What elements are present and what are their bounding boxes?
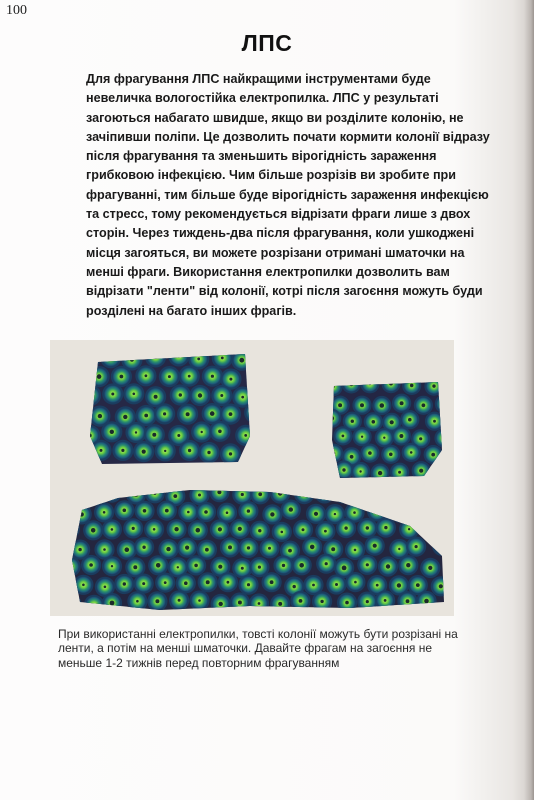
polyp-mouth — [398, 471, 401, 474]
polyp-mouth — [186, 412, 190, 416]
polyp-mouth — [177, 566, 179, 568]
polyp-mouth — [390, 420, 394, 424]
polyp-mouth — [218, 527, 222, 531]
polyp-mouth — [258, 529, 261, 532]
polyp-mouth — [228, 545, 232, 549]
polyp-mouth — [422, 403, 426, 407]
polyp-mouth — [164, 450, 166, 452]
polyp-mouth — [198, 494, 201, 497]
polyp-mouth — [258, 602, 261, 605]
polyp-mouth — [433, 420, 436, 423]
polyp-mouth — [227, 581, 230, 584]
polyp-mouth — [342, 468, 345, 471]
polyp-mouth — [247, 509, 250, 512]
polyp-mouth — [142, 546, 145, 549]
polyp-mouth — [103, 548, 106, 551]
polyp-mouth — [366, 526, 369, 529]
polyp-mouth — [221, 357, 224, 360]
polyp-mouth — [110, 430, 114, 434]
polyp-mouth — [302, 528, 305, 531]
polyp-mouth — [121, 449, 124, 452]
photo-caption: При використанні електропилки, товсті колонії можуть бути розрізані на ленти, а потім на менші шматочки. Давайте фрагам на загоєння не меньше 1-2 тижнів перед повторним фрагуванням — [58, 627, 458, 670]
polyp-mouth — [368, 451, 372, 455]
polyp-mouth — [268, 547, 271, 550]
polyp-mouth — [406, 563, 410, 567]
polyp-mouth — [197, 358, 200, 361]
polyp-mouth — [143, 509, 147, 513]
polyp-mouth — [226, 511, 229, 514]
polyp-mouth — [198, 393, 202, 397]
polyp-mouth — [110, 601, 115, 606]
polyp-mouth — [398, 548, 400, 550]
polyp-mouth — [142, 450, 146, 454]
page-number: 100 — [6, 3, 27, 18]
polyp-mouth — [211, 375, 214, 378]
polyp-mouth — [123, 415, 127, 419]
polyp-mouth — [353, 511, 356, 514]
polyp-mouth — [163, 412, 166, 415]
polyp-mouth — [344, 526, 347, 529]
polyp-mouth — [416, 583, 420, 587]
polyp-mouth — [219, 602, 223, 606]
polyp-mouth — [415, 545, 418, 548]
coral-fragments-photo — [50, 340, 454, 616]
polyp-mouth — [164, 581, 167, 584]
polyp-mouth — [366, 563, 369, 566]
polyp-mouth — [338, 403, 342, 407]
polyp-mouth — [98, 414, 102, 418]
polyp-mouth — [439, 584, 443, 588]
polyp-mouth — [408, 418, 412, 422]
polyp-mouth — [310, 545, 315, 550]
polyp-mouth — [419, 437, 422, 440]
polyp-mouth — [136, 600, 139, 603]
polyp-mouth — [188, 375, 191, 378]
polyp-mouth — [135, 431, 137, 433]
polyp-mouth — [289, 507, 293, 511]
coral-fragment-top-left — [79, 345, 267, 464]
polyp-mouth — [144, 414, 148, 418]
polyp-mouth — [331, 547, 335, 551]
polyp-mouth — [314, 512, 318, 516]
polyp-mouth — [198, 599, 201, 602]
polyp-mouth — [174, 527, 178, 531]
polyp-mouth — [244, 434, 247, 437]
polyp-mouth — [188, 449, 191, 452]
polyp-mouth — [142, 582, 145, 585]
polyp-mouth — [173, 494, 177, 498]
polyp-mouth — [378, 471, 382, 475]
polyp-mouth — [258, 492, 262, 496]
polyp-mouth — [335, 583, 338, 586]
polyp-mouth — [204, 510, 208, 514]
polyp-mouth — [238, 601, 242, 605]
polyp-mouth — [220, 394, 223, 397]
polyp-mouth — [373, 544, 377, 548]
coral-photo-drawing — [50, 340, 454, 616]
polyp-mouth — [299, 563, 304, 568]
polyp-mouth — [210, 411, 215, 416]
polyp-mouth — [408, 528, 410, 530]
polyp-mouth — [152, 433, 156, 437]
polyp-mouth — [165, 509, 169, 513]
polyp-mouth — [270, 512, 274, 516]
body-paragraph: Для фрагування ЛПС найкращими інструментами буде невеличка вологостійка електропилка. ЛПС у результаті загоються набагато швидше, якщо ви розділите колонію, не зачіпивши поліпи. Це дозволить почати кормити колонії відразу після фрагування та зменьшить вірогідність зараження грибковою інфекцією. Чим більше розрізів ви зробите при фрагуванні, тим більше буде вірогідність зараження инфекцією та стресс, тому рекомендується відрізати фраги лише з двох сторін. Через тиждень-два після фрагування, коли ушкоджені місця загояться, ви можете розрізани отримані шматочки на менші фраги. Використання електропилки дозволить вам відрізати "ленти" від колонії, котрі після загоєння можуть буди розділені на багато інших фрагів. — [86, 72, 490, 318]
polyp-mouth — [324, 530, 327, 533]
polyp-mouth — [177, 434, 180, 437]
polyp-mouth — [406, 599, 410, 603]
polyp-mouth — [155, 599, 159, 603]
polyp-mouth — [360, 403, 364, 407]
polyp-mouth — [166, 547, 170, 551]
polyp-mouth — [293, 585, 296, 588]
polyp-mouth — [351, 420, 354, 423]
polyp-mouth — [201, 431, 203, 433]
polyp-mouth — [380, 403, 385, 408]
polyp-mouth — [389, 453, 393, 457]
polyp-mouth — [361, 436, 363, 438]
polyp-mouth — [424, 599, 429, 604]
polyp-mouth — [419, 469, 423, 473]
polyp-mouth — [205, 548, 209, 552]
polyp-mouth — [384, 526, 387, 529]
polyp-mouth — [241, 567, 244, 570]
polyp-mouth — [428, 566, 432, 570]
polyp-mouth — [288, 549, 292, 553]
polyp-mouth — [120, 375, 124, 379]
polyp-mouth — [145, 374, 148, 377]
polyp-mouth — [132, 527, 135, 530]
polyp-mouth — [89, 563, 93, 567]
polyp-mouth — [229, 412, 233, 416]
page-title: ЛПС — [241, 30, 293, 56]
polyp-mouth — [325, 562, 328, 565]
polyp-mouth — [218, 565, 222, 569]
polyp-mouth — [432, 384, 435, 387]
polyp-mouth — [410, 384, 414, 388]
polyp-mouth — [282, 564, 285, 567]
polyp-mouth — [247, 583, 250, 586]
polyp-mouth — [376, 584, 379, 587]
polyp-mouth — [258, 566, 261, 569]
polyp-mouth — [383, 437, 385, 439]
polyp-mouth — [168, 375, 171, 378]
polyp-mouth — [123, 509, 127, 513]
polyp-mouth — [239, 358, 244, 363]
polyp-mouth — [384, 599, 387, 602]
polyp-mouth — [345, 601, 349, 605]
polyp-mouth — [196, 528, 201, 533]
polyp-mouth — [229, 378, 232, 381]
polyp-mouth — [154, 395, 158, 399]
page-edge-shadow — [524, 0, 534, 800]
polyp-mouth — [100, 449, 103, 452]
polyp-mouth — [281, 531, 284, 534]
polyp-mouth — [179, 393, 182, 396]
polyp-mouth — [153, 528, 156, 531]
polyp-mouth — [342, 566, 347, 571]
polyp-mouth — [241, 396, 244, 399]
polyp-mouth — [97, 374, 102, 379]
polyp-mouth — [218, 430, 222, 434]
polyp-mouth — [278, 602, 282, 606]
polyp-mouth — [354, 581, 357, 584]
polyp-mouth — [299, 599, 303, 603]
polyp-mouth — [247, 546, 250, 549]
polyp-mouth — [372, 420, 376, 424]
polyp-mouth — [270, 580, 274, 584]
polyp-mouth — [342, 435, 345, 438]
polyp-mouth — [350, 455, 354, 459]
polyp-mouth — [82, 584, 85, 587]
polyp-mouth — [359, 470, 361, 472]
polyp-mouth — [111, 565, 113, 567]
polyp-mouth — [133, 565, 137, 569]
polyp-mouth — [125, 547, 130, 552]
polyp-mouth — [103, 511, 106, 514]
polyp-mouth — [354, 549, 357, 552]
polyp-mouth — [386, 564, 390, 568]
polyp-mouth — [399, 434, 403, 438]
polyp-mouth — [207, 451, 210, 454]
polyp-mouth — [78, 548, 81, 551]
polyp-mouth — [111, 528, 114, 531]
polyp-mouth — [206, 580, 210, 584]
polyp-mouth — [104, 586, 107, 589]
polyp-mouth — [366, 600, 369, 603]
polyp-mouth — [184, 581, 188, 585]
polyp-mouth — [397, 583, 401, 587]
polyp-mouth — [312, 584, 315, 587]
polyp-mouth — [334, 513, 336, 515]
polyp-mouth — [187, 511, 190, 514]
polyp-mouth — [410, 451, 413, 454]
polyp-mouth — [111, 393, 114, 396]
polyp-mouth — [431, 453, 435, 457]
polyp-mouth — [178, 599, 181, 602]
polyp-mouth — [123, 582, 126, 585]
polyp-mouth — [156, 563, 161, 568]
polyp-mouth — [238, 527, 242, 531]
polyp-mouth — [400, 401, 404, 405]
polyp-mouth — [320, 600, 323, 603]
polyp-mouth — [194, 564, 198, 568]
polyp-mouth — [229, 452, 232, 455]
polyp-mouth — [185, 546, 189, 550]
polyp-mouth — [241, 493, 244, 496]
polyp-mouth — [133, 393, 136, 396]
polyp-mouth — [91, 528, 96, 533]
